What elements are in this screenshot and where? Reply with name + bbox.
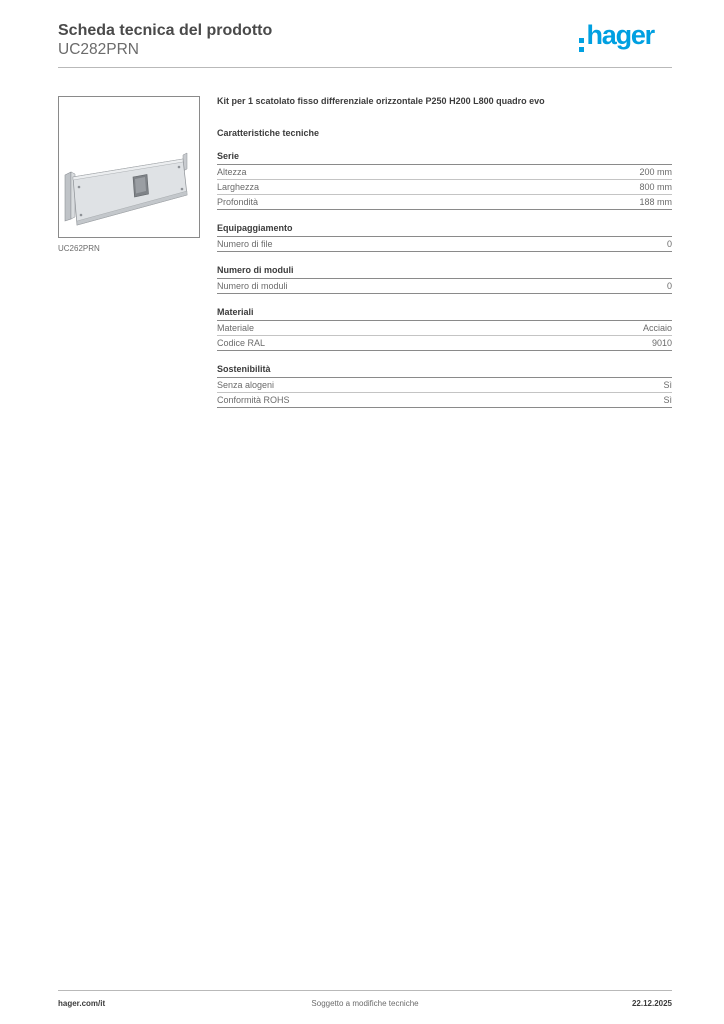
spec-value: 200 mm <box>639 167 672 177</box>
page-header <box>58 20 672 68</box>
spec-group-equipaggiamento <box>217 223 672 252</box>
spec-label: Altezza <box>217 167 247 177</box>
spec-value: Sì <box>663 395 672 405</box>
spec-value: Sì <box>663 380 672 390</box>
spec-group-serie <box>217 151 672 210</box>
spec-group-numero-moduli <box>217 265 672 294</box>
spec-group-title: Numero di moduli <box>217 265 672 279</box>
spec-label: Numero di file <box>217 239 273 249</box>
specs-heading: Caratteristiche tecniche <box>217 128 320 138</box>
document-title: Scheda tecnica del prodotto <box>58 22 273 39</box>
spec-row <box>217 336 672 351</box>
spec-label: Materiale <box>217 323 255 333</box>
hager-logo <box>579 20 654 50</box>
panel-illustration <box>59 97 199 237</box>
spec-label: Codice RAL <box>217 338 266 348</box>
logo-dots-icon <box>579 38 584 52</box>
spec-label: Senza alogeni <box>217 380 275 390</box>
spec-group-title: Equipaggiamento <box>217 223 672 237</box>
spec-value: 0 <box>666 239 672 249</box>
spec-row <box>217 195 672 210</box>
spec-label: Profondità <box>217 197 259 207</box>
spec-group-sostenibilita <box>217 364 672 408</box>
spec-row <box>217 378 672 393</box>
spec-group-title: Materiali <box>217 307 672 321</box>
spec-value: 188 mm <box>639 197 672 207</box>
spec-label: Conformità ROHS <box>217 395 290 405</box>
spec-row <box>217 279 672 294</box>
spec-group-materiali <box>217 307 672 351</box>
spec-row <box>217 237 672 252</box>
product-image <box>58 96 200 238</box>
footer-note: Soggetto a modifiche tecniche <box>311 999 419 1008</box>
footer-website-link[interactable]: hager.com/it <box>58 999 106 1008</box>
spec-label: Larghezza <box>217 182 260 192</box>
spec-row <box>217 393 672 408</box>
product-description: Kit per 1 scatolato fisso differenziale orizzontale P250 H200 L800 quadro evo <box>217 96 545 106</box>
image-caption: UC262PRN <box>58 244 100 253</box>
page-footer <box>58 990 672 1010</box>
spec-row <box>217 321 672 336</box>
spec-group-title: Sostenibilità <box>217 364 672 378</box>
spec-value: 800 mm <box>639 182 672 192</box>
product-details <box>217 96 672 408</box>
spec-row <box>217 180 672 195</box>
spec-value: 9010 <box>651 338 672 348</box>
product-code: UC282PRN <box>58 41 139 58</box>
footer-date: 22.12.2025 <box>631 999 672 1008</box>
spec-value: Acciaio <box>642 323 672 333</box>
spec-row <box>217 165 672 180</box>
spec-group-title: Serie <box>217 151 672 165</box>
logo-text: hager <box>586 20 654 50</box>
spec-label: Numero di moduli <box>217 281 288 291</box>
spec-value: 0 <box>666 281 672 291</box>
